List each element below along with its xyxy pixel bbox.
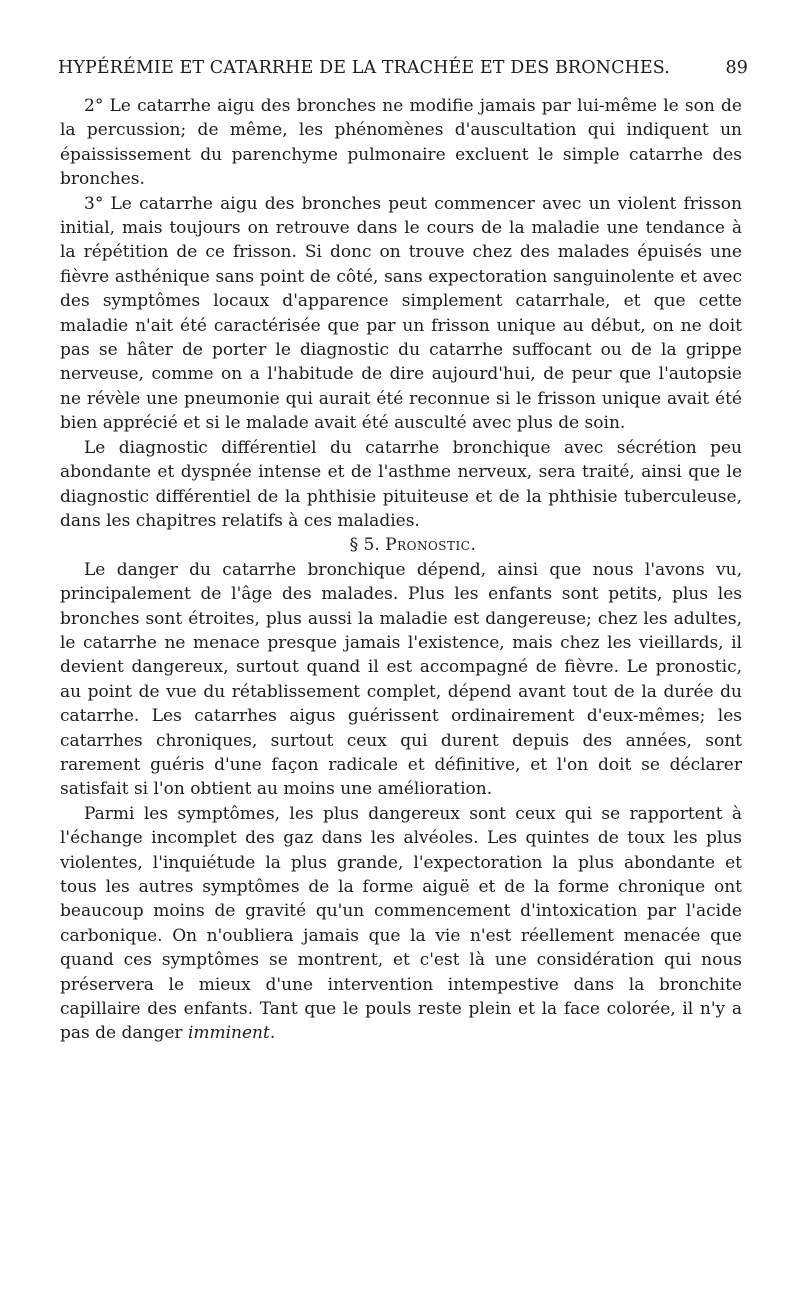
body-text: [60, 94, 742, 1046]
paragraph-prognosis-symptoms-text: Parmi les symptômes, les plus dangereux sont ceux qui se rapportent à l'échange incomplet des gaz dans les alvéoles. Les quintes de toux les plus violentes, l'inquiétude la plus grande, l'expectoration la plus abondante et tous les autres symptômes de la forme aiguë et de la forme chronique ont beaucoup moins de gravité qu'un commencement d'intoxication par l'acide carbonique. On n'oubliera jamais que la vie n'est réellement menacée que quand ces symptômes se montrent, et c'est là une considération qui nous préservera le mieux d'une intervention intempestive dans la bronchite capillaire des enfants. Tant que le pouls reste plein et la face colorée, il n'y a pas de danger: [60, 803, 742, 1044]
paragraph-differential-diagnosis: Le diagnostic différentiel du catarrhe bronchique avec sécrétion peu abondante et dyspnée intense et de l'asthme nerveux, sera traité, ainsi que le diagnostic différentiel de la phthisie pituiteuse et de la phthisie tuberculeuse, dans les chapitres relatifs à ces maladies.: [60, 437, 742, 531]
emphasized-word: imminent.: [187, 1023, 276, 1044]
paragraph-prognosis-danger: Le danger du catarrhe bronchique dépend, ainsi que nous l'avons vu, principalement de l'âge des malades. Plus les enfants sont petits, plus les bronches sont étroites, plus aussi la maladie est dangereuse; chez les adultes, le catarrhe ne menace presque jamais l'existence, mais chez les vieillards, il devient dangereux, surtout quand il est accompagné de fièvre. Le pronostic, au point de vue du rétablissement complet, dépend avant tout de la durée du catarrhe. Les catarrhes aigus guérissent ordinairement d'eux-mêmes; les catarrhes chroniques, surtout ceux qui durent depuis des années, sont rarement guéris d'une façon radicale et définitive, et l'on doit se déclarer satisfait si l'on obtient au moins une amélioration.: [60, 559, 742, 800]
paragraph-prognosis-symptoms: [60, 802, 742, 1046]
page-number: 89: [725, 58, 748, 78]
section-number: § 5.: [349, 535, 380, 556]
paragraph-point-3: 3° Le catarrhe aigu des bronches peut commencer avec un violent frisson initial, mais toujours on retrouve dans le cours de la maladie une tendance à la répétition de ce frisson. Si donc on trouve chez des malades épuisés une fièvre asthénique sans point de côté, sans expectoration sanguinolente et avec des symptômes locaux d'apparence simplement catarrhale, et que cette maladie n'ait été caractérisée que par un frisson unique au début, on ne doit pas se hâter de porter le diagnostic du catarrhe suffocant ou de la grippe nerveuse, comme on a l'habitude de dire aujourd'hui, de peur que l'autopsie ne révèle une pneumonie qui aurait été reconnue si le frisson unique avait été bien apprécié et si le malade avait été ausculté avec plus de soin.: [60, 193, 742, 434]
section-title: Pronostic.: [385, 535, 477, 556]
running-head: [58, 58, 748, 78]
section-heading: [60, 533, 742, 557]
running-head-title: HYPÉRÉMIE ET CATARRHE DE LA TRACHÉE ET DES BRONCHES.: [58, 58, 670, 78]
paragraph-point-2: 2° Le catarrhe aigu des bronches ne modifie jamais par lui-même le son de la percussion; de même, les phénomènes d'auscultation qui indiquent un épaississement du parenchyme pulmonaire excluent le simple catarrhe des bronches.: [60, 96, 742, 190]
